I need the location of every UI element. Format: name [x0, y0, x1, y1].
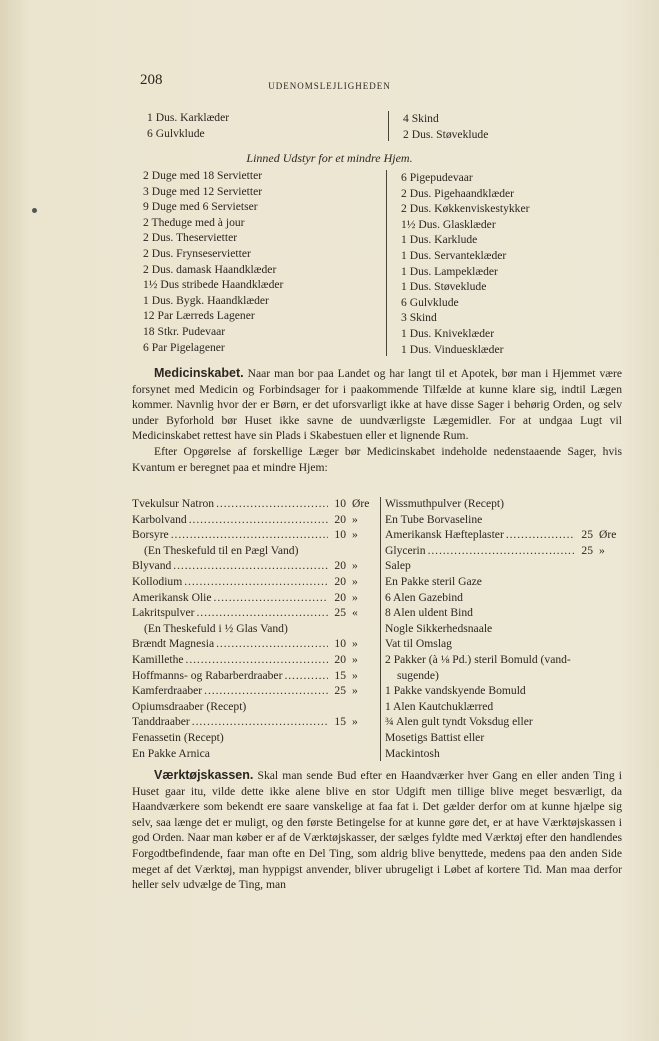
list-item: sugende) — [397, 668, 439, 682]
list-item: (En Theskefuld til en Pægl Vand) — [144, 543, 299, 557]
medicine-list-left — [132, 496, 378, 761]
list-item: Fenassetin (Recept) — [132, 730, 224, 744]
list-item: Borsyre . . . 10 » — [132, 527, 378, 543]
toolbox-title: Værktøjskassen. — [154, 768, 254, 782]
medicine-paragraph: Naar man bor paa Landet og har langt til et Apotek, bør man i Hjemmet være forsynet med Medicin og Forbindsager for i paakommende Tilfælde at kunne klare sig, indtil Lægen kommer. Navnlig hvor der er Børn, er det uforsvarligt ikke at have disse Sager i behørig Orden, og selv under Byforhold bør Huset ikke savne de uundværligste Lægemidler. For at undgaa Lugt vil Medicinskabet rettest have sin Plads i Skabestuen eller et lignende Rum. — [132, 367, 622, 443]
list-item: 6 Pigepudevaar — [401, 171, 473, 184]
medicine-paragraph-2: Efter Opgørelse af forskellige Læger bør Medicinskabet indeholde nedenstaaende Sager, hvis Kvantum er beregnet paa et mindre Hjem: — [132, 444, 622, 474]
list-item: Amerikansk Olie . . . 20 » — [132, 590, 378, 606]
list-item: 12 Par Lærreds Lagener — [143, 309, 255, 323]
list-item: Mosetigs Battist eller — [385, 730, 485, 744]
column-divider — [380, 497, 381, 761]
list-item: Lakritspulver . . . 25 « — [132, 605, 378, 621]
list-item: 18 Stkr. Pudevaar — [143, 324, 226, 338]
list-item: Blyvand . . . 20 » — [132, 558, 378, 574]
list-item: 1 Alen Kautchuklærred — [385, 699, 494, 713]
list-item: 8 Alen uldent Bind — [385, 606, 473, 620]
list-item: Tanddraaber . . . 15 » — [132, 714, 378, 730]
linen-heading: Linned Udstyr for et mindre Hjem. — [246, 151, 413, 165]
list-item: Wissmuthpulver (Recept) — [385, 497, 504, 510]
list-item: Kamillethe . . . 20 » — [132, 652, 378, 668]
list-item: 2 Dus. Køkkenviskestykker — [401, 202, 530, 216]
list-item: Amerikansk Hæfteplaster . . . 25 Øre — [385, 527, 625, 543]
list-item: 1 Dus. Lampeklæder — [401, 264, 498, 278]
column-divider — [386, 170, 387, 356]
page-speck — [32, 208, 37, 213]
list-item: Tvekulsur Natron . . . 10 Øre — [132, 496, 378, 512]
list-item: 6 Alen Gazebind — [385, 590, 463, 604]
list-item: 9 Duge med 6 Servietser — [143, 200, 258, 214]
list-item: (En Theskefuld i ½ Glas Vand) — [144, 621, 288, 635]
medicine-title: Medicinskabet. — [154, 366, 244, 380]
list-item: 6 Gulvklude — [401, 295, 459, 309]
column-divider — [388, 111, 389, 141]
list-item: Kollodium . . . 20 » — [132, 574, 378, 590]
list-item: 1 Dus. Støveklude — [401, 280, 487, 294]
list-item: 3 Duge med 12 Servietter — [143, 184, 263, 198]
list-item: Brændt Magnesia . . . 10 » — [132, 636, 378, 652]
list-item: En Pakke steril Gaze — [385, 574, 482, 588]
list-item: 6 Par Pigelagener — [143, 340, 225, 354]
toolbox-paragraph: Skal man sende Bud efter en Haandværker hver Gang en eller anden Ting i Huset gaar itu, vilde dette ikke alene blive en stor Udgift men tillige blive meget besværligt, da Haandværkere som bekendt ere saare vanskelige at faa fat i. Det gælder derfor om at kunne hjælpe sig selv, saa længe det er muligt, og den første Betingelse for at kunne gøre det, er at have Værktøjskassen i god Orden. Naar man køber er af de Værktøjskasser, der sælges fyldte med Værktøj efter den handlendes Forgodtbefindende, faar man ofte en Del Ting, som aldrig blive benyttede, medens paa den anden Side meget af det Værktøj, man hyppigst anvender, bliver ubrugeligt i Løbet af kortere Tid. Man maa derfor heller selv udvælge de Ting, man — [132, 769, 622, 892]
list-item: Glycerin . . . 25 » — [385, 543, 625, 559]
list-item: 1 Dus. Kniveklæder — [401, 326, 495, 340]
list-item: 6 Gulvklude — [147, 126, 205, 140]
linen-list-left — [143, 168, 283, 355]
linen-list-right — [401, 170, 529, 357]
list-item: 1 Dus. Servanteklæder — [401, 248, 507, 262]
list-item: 2 Dus. damask Haandklæder — [143, 262, 277, 276]
list-item: 1 Dus. Karklude — [401, 233, 478, 247]
list-item: 2 Pakker (à ⅛ Pd.) steril Bomuld (vand- — [385, 652, 571, 666]
list-item: 2 Duge med 18 Servietter — [143, 169, 263, 182]
toolbox-section — [132, 768, 622, 893]
list-item: 4 Skind — [403, 112, 439, 125]
list-item: 2 Dus. Theservietter — [143, 231, 238, 245]
list-item: 2 Dus. Frynseservietter — [143, 246, 251, 260]
list-item: Karbolvand . . . 20 » — [132, 512, 378, 528]
list-item: Nogle Sikkerhedsnaale — [385, 621, 493, 635]
list-item: Salep — [385, 559, 411, 573]
list-item: Opiumsdraaber (Recept) — [132, 699, 247, 713]
list-item: 2 Theduge med à jour — [143, 215, 245, 229]
list-item: Kamferdraaber . . . 25 » — [132, 683, 378, 699]
list-item: ¾ Alen gult tyndt Voksdug eller — [385, 715, 533, 729]
page-number: 208 — [140, 72, 163, 88]
list-item: Vat til Omslag — [385, 637, 452, 651]
list-item: En Tube Borvaseline — [385, 512, 483, 526]
list-item: En Pakke Arnica — [132, 746, 210, 760]
top-list-left — [147, 110, 229, 141]
list-item: 1½ Dus. Glasklæder — [401, 217, 496, 231]
running-title: UDENOMSLEJLIGHEDEN — [268, 81, 391, 91]
list-item: 1 Dus. Vinduesklæder — [401, 342, 504, 356]
top-list-right — [403, 111, 488, 142]
list-item: Hoffmanns- og Rabarberdraaber . . . 15 » — [132, 668, 378, 684]
list-item: 2 Dus. Pigehaandklæder — [401, 186, 515, 200]
medicine-list-right — [385, 496, 625, 761]
list-item: 1 Dus. Bygk. Haandklæder — [143, 293, 269, 307]
list-item: 2 Dus. Støveklude — [403, 127, 489, 141]
medicine-section — [132, 366, 622, 475]
list-item: 1 Pakke vandskyende Bomuld — [385, 684, 526, 698]
list-item: 1 Dus. Karklæder — [147, 111, 230, 124]
list-item: 3 Skind — [401, 311, 437, 325]
list-item: Mackintosh — [385, 746, 440, 760]
list-item: 1½ Dus stribede Haandklæder — [143, 278, 284, 292]
